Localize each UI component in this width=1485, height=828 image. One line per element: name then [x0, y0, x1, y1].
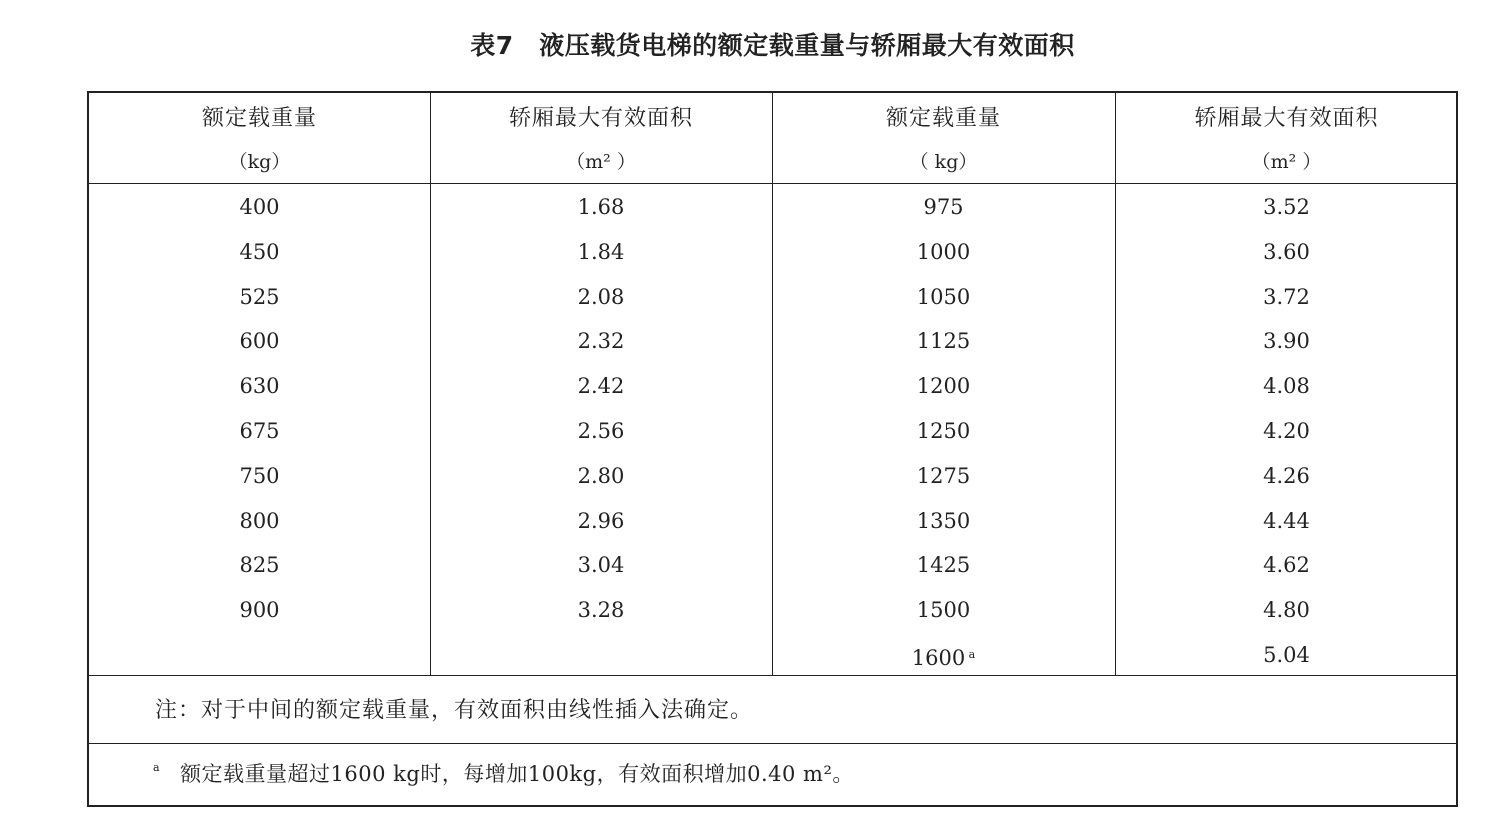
table-cell: 675 [239, 419, 280, 443]
header-area-1: 轿厢最大有效面积 （m² ） [508, 106, 693, 173]
table-footnote [153, 758, 854, 788]
table-cell: 4.80 [1263, 598, 1310, 623]
load-area-table [87, 91, 1458, 807]
table-cell: 630 [239, 374, 280, 399]
table-cell: 1200 [916, 374, 971, 399]
table-cell: 3.28 [577, 598, 625, 623]
table-cell: 4.08 [1263, 374, 1310, 399]
table-cell: 2.80 [577, 463, 625, 488]
table-cell: 3.90 [1263, 329, 1310, 354]
table-cell: 1.84 [577, 239, 625, 264]
table-cell: 1050 [916, 284, 971, 309]
table-cell: 900 [239, 598, 280, 623]
table-cell: 3.52 [1263, 195, 1310, 219]
table-cell: 4.44 [1263, 508, 1310, 533]
table-cell: 975 [923, 195, 964, 219]
footnote-ref-marker: a [965, 648, 976, 661]
header-area-2: 轿厢最大有效面积 （m² ） [1194, 106, 1379, 173]
table-note: 注：对于中间的额定载重量，有效面积由线性插入法确定。 [155, 698, 754, 723]
footnote-divider [89, 743, 1456, 744]
table-cell: 1600 $^a$ [911, 646, 976, 670]
table-cell: 2.42 [577, 374, 625, 399]
table-cell: 750 [239, 463, 280, 488]
table-cell: 3.04 [577, 553, 625, 578]
table-cell: 600 [239, 329, 280, 354]
table-cell: 2.08 [577, 284, 625, 309]
table-cell: 825 [239, 553, 280, 578]
table-cell: 4.20 [1263, 419, 1310, 443]
table-cell: 1000 [916, 239, 971, 264]
footnote-text: 额定载重量超过1600 kg时，每增加100kg，有效面积增加0.40 m²。 [180, 762, 854, 786]
table-cell: 4.26 [1263, 463, 1310, 488]
table-cell: 1500 [916, 598, 971, 623]
table-cell: 2.56 [577, 419, 625, 443]
table-cell: 2.32 [577, 329, 625, 354]
table-cell: 5.04 [1263, 643, 1310, 667]
table-cell: 1425 [916, 553, 971, 578]
table-cell: 400 [239, 195, 280, 219]
table-cell: 1.68 [577, 195, 625, 219]
header-divider [89, 183, 1456, 184]
table-title: 表7 液压载货电梯的额定载重量与轿厢最大有效面积 [470, 31, 1075, 60]
footnote-marker: a [153, 761, 161, 774]
table-cell: 525 [239, 284, 280, 309]
table-cell: 1125 [916, 329, 971, 354]
table-cell: 3.60 [1263, 239, 1310, 264]
table-cell: 3.72 [1263, 284, 1310, 309]
table-cell: 1250 [916, 419, 971, 443]
header-load-1: 额定载重量 （kg） [201, 106, 317, 173]
table-cell: 1350 [916, 508, 971, 533]
table-cell: 4.62 [1263, 553, 1310, 578]
table-cell: 1275 [916, 463, 971, 488]
table-cell: 800 [239, 508, 280, 533]
table-cell: 450 [239, 239, 280, 264]
header-load-2: 额定载重量 （ kg） [885, 106, 1001, 173]
table-cell: 2.96 [577, 508, 625, 533]
